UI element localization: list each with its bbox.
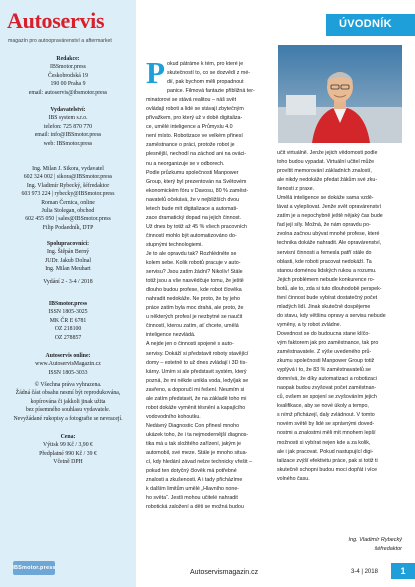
article-line: ukázek toho, že i ta nejmodernější diagnos- — [146, 431, 249, 438]
masthead-line: Žádná část obsahu nesmí být reprodukována, — [15, 390, 121, 397]
article-line: Podle průzkumu společnosti Manpower — [146, 169, 239, 176]
article-line: ale nikdy nedokáže předat žákům své zku- — [277, 177, 378, 184]
masthead-line: 190 00 Praha 9 — [50, 81, 86, 88]
article-line: plesnější, nechodí na záchod ani na ováci- — [146, 151, 247, 158]
article-line: servisní činnosti a řemesla patří stále do — [277, 249, 372, 256]
masthead-line: Ing. Milan Meuhart — [45, 266, 91, 273]
article-line: botů, ale to, zda si tuto dlouhodobě perspek- — [277, 285, 382, 292]
article-line: práce zatím byla moc drahá, ale proto, že — [146, 305, 244, 312]
article-line: servisu? Jsou zatím žádní? Nikolív! Stále — [146, 269, 243, 276]
article-line: kolem sebe. Kolik robotů pracuje v auto- — [146, 260, 241, 267]
logo-tagline: magazín pro autoopravárenství a aftermarket — [8, 38, 112, 44]
article-line: technika dokáže nahradit. Ale opravárenství, — [277, 240, 382, 247]
article-line: domy – estetně to už dnes zvládají i 3D tis- — [146, 359, 247, 366]
article-line: možnosti si vybírat nejen kde a za kolik, — [277, 439, 371, 446]
article-line: navatelů očekává, že v nejbližších dvou — [146, 196, 240, 203]
article-line: stupnými technologiemi. — [146, 241, 203, 248]
masthead-heading: Vydavatelství: — [50, 107, 86, 113]
article-line: do stavu, kdy většinu opravy a servisu nebude — [277, 312, 386, 319]
editor-photo — [278, 45, 402, 143]
masthead-block — [4, 381, 132, 423]
article-line: dlouho budou profese, kde robot člověka — [146, 287, 242, 294]
article-line: tivní činnost bude vybírat dostatečný počet — [277, 294, 378, 301]
masthead-line: www.AutoservisMagazin.cz — [35, 361, 101, 368]
article-line: vyměny, a ty robot zvládne. — [277, 321, 342, 328]
masthead-line: Nevyžádané rukopisy a fotografie se nevracejí. — [13, 415, 123, 422]
masthead-line: Ing. Milan J. Sikora, vydavatel — [32, 166, 104, 172]
article-line: nu a neorganizuje se v odborech. — [146, 160, 225, 167]
article-line: domnívá, že díky automatizaci a robotizaci — [277, 376, 377, 383]
masthead-block — [4, 278, 132, 286]
masthead-line: Ing. Vladimír Rybecký, šéfredaktor — [26, 182, 110, 189]
article-line: ce, umělé inteligence a Průmyslu 4.0 — [146, 124, 233, 131]
article-line: inteligence nezvládá. — [146, 332, 196, 339]
masthead-line: email: autoservis@ibsmotor.press — [28, 89, 108, 96]
article-line: provítit memorování základních znalostí, — [277, 168, 372, 175]
masthead-line: OZ 278857 — [54, 334, 82, 341]
article-line: naopak budou zvyšovat počet zaměstnan- — [277, 385, 377, 392]
autoservis-logo: Autoservis — [7, 8, 105, 33]
article-line: řad její síly. Možná, že nám opravdu po- — [277, 222, 371, 229]
masthead-block — [4, 106, 132, 148]
footer-url: Autoservismagazin.cz — [190, 569, 259, 576]
masthead-line: Vydání 2 - 3-4 / 2018 — [43, 279, 93, 285]
masthead-heading: Redakce: — [56, 56, 80, 62]
article-line: novém světě by lidé se správnými doved- — [277, 421, 375, 428]
article-line: okud pátráme k tém, pro které je — [167, 61, 244, 67]
article-line: učit virtuálně. Jenže jejich vědomosti podle — [277, 150, 378, 156]
article-line: vodovodního kohoutku. — [146, 413, 201, 420]
article-line: nostmi a znalostmi měli mít mnohem lepší — [277, 430, 376, 437]
masthead-sidebar — [0, 0, 136, 587]
article-line: zavřeno, a doporučí mi řešení. Neumím si — [146, 386, 245, 393]
article-column-1 — [146, 55, 268, 512]
article-line: šenosti z praxe. — [277, 186, 315, 193]
article-line: vým faktorem jak pro zaměstnance, tak pro — [277, 339, 379, 346]
masthead-line: IBS system s.r.o. — [48, 115, 88, 122]
article-line: zatím je a nepochybně ještě nějaký čas bude — [277, 213, 383, 220]
article-line: u některých profesí je nezbytné se naučit — [146, 314, 243, 321]
article-line: Group, který byl prezentován na Světovém — [146, 178, 247, 185]
masthead-heading: Spolupracovníci: — [46, 241, 90, 247]
masthead-line: IBSmotor.press — [50, 64, 86, 71]
masthead-line: email: info@IBSmotor.press — [34, 132, 102, 139]
masthead-line: ISSN 1805-3033 — [48, 369, 88, 376]
article-line: vyplývá i to, že 83 % zaměstnavatelů se — [277, 367, 371, 374]
article-line: oblasti, kde roboti pracovat nedokáží. Ta — [277, 258, 372, 265]
masthead-line: Českobrodská 19 — [47, 72, 89, 79]
article-line: volného času. — [277, 475, 310, 482]
article-line: přívažkem, pro který už v době digitaliza- — [146, 115, 243, 122]
article-line: zace dramatický dopad na jejich činnost. — [146, 214, 242, 221]
article-line: ale zatím představit, že na základě toho mi — [146, 395, 247, 402]
article-body-1 — [146, 96, 268, 512]
article-line: ho světa“. Jestli mohou učitelé nahradit — [146, 495, 238, 502]
article-line: stanou doménou lidských rukou a rozumu. — [277, 267, 377, 274]
article-line: Dovednost se do budoucna stane klíčo- — [277, 330, 371, 337]
article-line: Nedávný Diagnostic Con přinesl mnoho — [146, 422, 240, 429]
article-line: totiž jsou a vše nasvědčuje tomu, že ještě — [146, 278, 244, 285]
masthead-heading: Cena: — [60, 434, 76, 440]
masthead-heading: IBSmotor.press — [48, 301, 88, 307]
masthead-block — [4, 352, 132, 377]
masthead-line: Filip Podaedník, DTP — [42, 224, 94, 231]
masthead-block — [4, 165, 132, 232]
article-line: dií, pak bychom měli propadnout — [167, 79, 244, 86]
article-line: Umělá inteligence se dokáže sama vzdě- — [277, 195, 374, 202]
article-line: skutečností to, co se dozvědí z mé- — [167, 70, 251, 77]
article-line: zaměstnance o práci, protože robot je — [146, 142, 235, 149]
signature — [277, 536, 402, 554]
article-line: cí, kdy hledání závad nelze technicky vřešit – — [146, 459, 252, 466]
editor-portrait-icon — [278, 45, 402, 143]
article-line: mladých lidí. Jinak skutečně dospějeme — [277, 303, 371, 310]
article-line: zaměstnavatele. Z výše uvedeného prů- — [277, 349, 372, 356]
article-line: letech bude mít digitalizace a automati- — [146, 205, 238, 212]
article-column-2 — [277, 149, 402, 484]
masthead-line: © Všechna práva vyhrazena. — [34, 382, 102, 388]
article-line: není místo. Robotizace ve velkém přinesí — [146, 133, 243, 140]
drop-cap: P — [146, 55, 165, 90]
article-line: servisy. Dokáží si představit roboty stavějící — [146, 350, 249, 357]
article-line: robot dokáže vyměnit těsnění a kapajícího — [146, 404, 246, 411]
article-line: pokud ten dotyčný člověk má potřebné — [146, 468, 237, 475]
masthead-line: web: IBSmotor.press — [43, 140, 93, 147]
masthead-line: kopírována či jakkoli jinak užita — [30, 398, 106, 405]
article-line: automobil, své meze. Stále je mnoho situa- — [146, 450, 248, 457]
article-line: činností mohlo být automatizováno do- — [146, 232, 237, 239]
article-line: kvalifikace, aby se nové úkoly a tempo, — [277, 403, 369, 410]
article-line: pozná, že mi někde unikla voda, ledy/jak se — [146, 377, 249, 384]
masthead-block — [4, 433, 132, 467]
masthead-block — [4, 240, 132, 274]
page-number: 1 — [391, 563, 415, 579]
article-line: minatorovi se stává realitou – náš svět — [146, 97, 237, 104]
article-line: A nejde jen o činnosti spojené s auto- — [146, 341, 234, 348]
masthead-line: 602 455 050 | sales@IBSmotor.press — [25, 216, 111, 223]
article-line: Už dnes by totiž až 45 % všech pracovních — [146, 223, 247, 230]
masthead-line: MK ČR E 6781 — [49, 317, 87, 324]
article-line: nahradit nedokáže. Ne proto, že by jeho — [146, 296, 240, 303]
article-line: lávat a vylepšovat. Jenže svět opravárenství — [277, 204, 381, 211]
masthead-line: 602 324 002 | sikora@IBSmotor.press — [23, 174, 113, 181]
masthead-line: ISSN 1805-3025 — [48, 309, 88, 316]
signature-role: šéfredaktor — [374, 546, 402, 552]
signature-name: Ing. Vladimír Rybecký — [348, 537, 402, 543]
masthead-line: Julia Stolegan, obchod — [41, 208, 95, 215]
masthead-line: bez písemného souhlasu vydavatele. — [25, 407, 111, 414]
article-line: skutečně schopni budou moci dopřát i více — [277, 466, 378, 473]
footer-issue: 3-4 | 2018 — [351, 569, 378, 575]
article-line: talizace zvýší efektivitu práce, pak si totiž ti — [277, 457, 378, 464]
article-line: činností, kterou zatím, ať chcete, umělá — [146, 323, 239, 330]
article-line: ců, ovšem se spojení se zvyšováním jejich — [277, 394, 377, 401]
masthead-line: Včetně DPH — [53, 459, 83, 466]
masthead-block — [4, 55, 132, 97]
article-line: Jejich problémem nebude konkurence ro- — [277, 276, 375, 283]
article-line: panice. Filmová fantazie přibližná ter- — [167, 88, 255, 95]
masthead-line: JUDr. Jakub Dolnal — [45, 257, 91, 264]
article-line: toho budou vypadat. Virtuální učitel může — [277, 159, 375, 166]
article-line: tika má u tak složitého zařízení, jakým je — [146, 440, 242, 447]
article-body-2 — [277, 149, 402, 484]
masthead-heading: Autoservis online: — [45, 353, 91, 359]
ibsmotor-logo: IBSmotor.press — [13, 561, 55, 575]
article-line: s nímž přicházejí, daly zvládnout. V tomto — [277, 412, 375, 419]
masthead-line: Výtisk 99 Kč / 3,90 € — [43, 442, 93, 449]
article-line: k dalším limitům umělé „Hlavního none- — [146, 486, 240, 493]
article-line: Je to ale opravdu tak? Rozhlédněte se — [146, 250, 237, 257]
section-tab — [326, 14, 415, 36]
section-title: ÚVODNÍK — [339, 18, 392, 30]
article-line: znalosti a zkušenosti. A i tady přicházíme — [146, 477, 243, 484]
article-line: kárny. Umím si ale představit systém, který — [146, 368, 247, 375]
masthead-line: OZ 218100 — [54, 326, 82, 333]
masthead-line: 603 973 224 | rybecky@IBSmotor.press — [21, 191, 115, 198]
article-intro — [146, 55, 268, 96]
article-line: ekonomickém fóru v Davosu, 80 % zaměst- — [146, 187, 249, 194]
masthead-line: Předplatné 990 Kč / 39 € — [39, 450, 97, 457]
article-line: zkumu společnosti Manpower Group totiž — [277, 358, 375, 365]
article-line: zvolna začnou ubývat mnohé profese, které — [277, 231, 380, 238]
masthead-line: Ing. Štěpán Berný — [46, 249, 90, 256]
masthead-line: telefon: 725 870 770 — [43, 123, 93, 130]
article-line: robotická založení a děti se možná budou — [146, 504, 244, 511]
article-line: ovládají roboti a lidé se stávají zbytečným — [146, 106, 244, 113]
masthead-line: Roman Černica, online — [41, 199, 95, 206]
masthead-block — [4, 300, 132, 342]
article-line: ale i jak pracovat. Pokud nastupující digi- — [277, 448, 374, 455]
